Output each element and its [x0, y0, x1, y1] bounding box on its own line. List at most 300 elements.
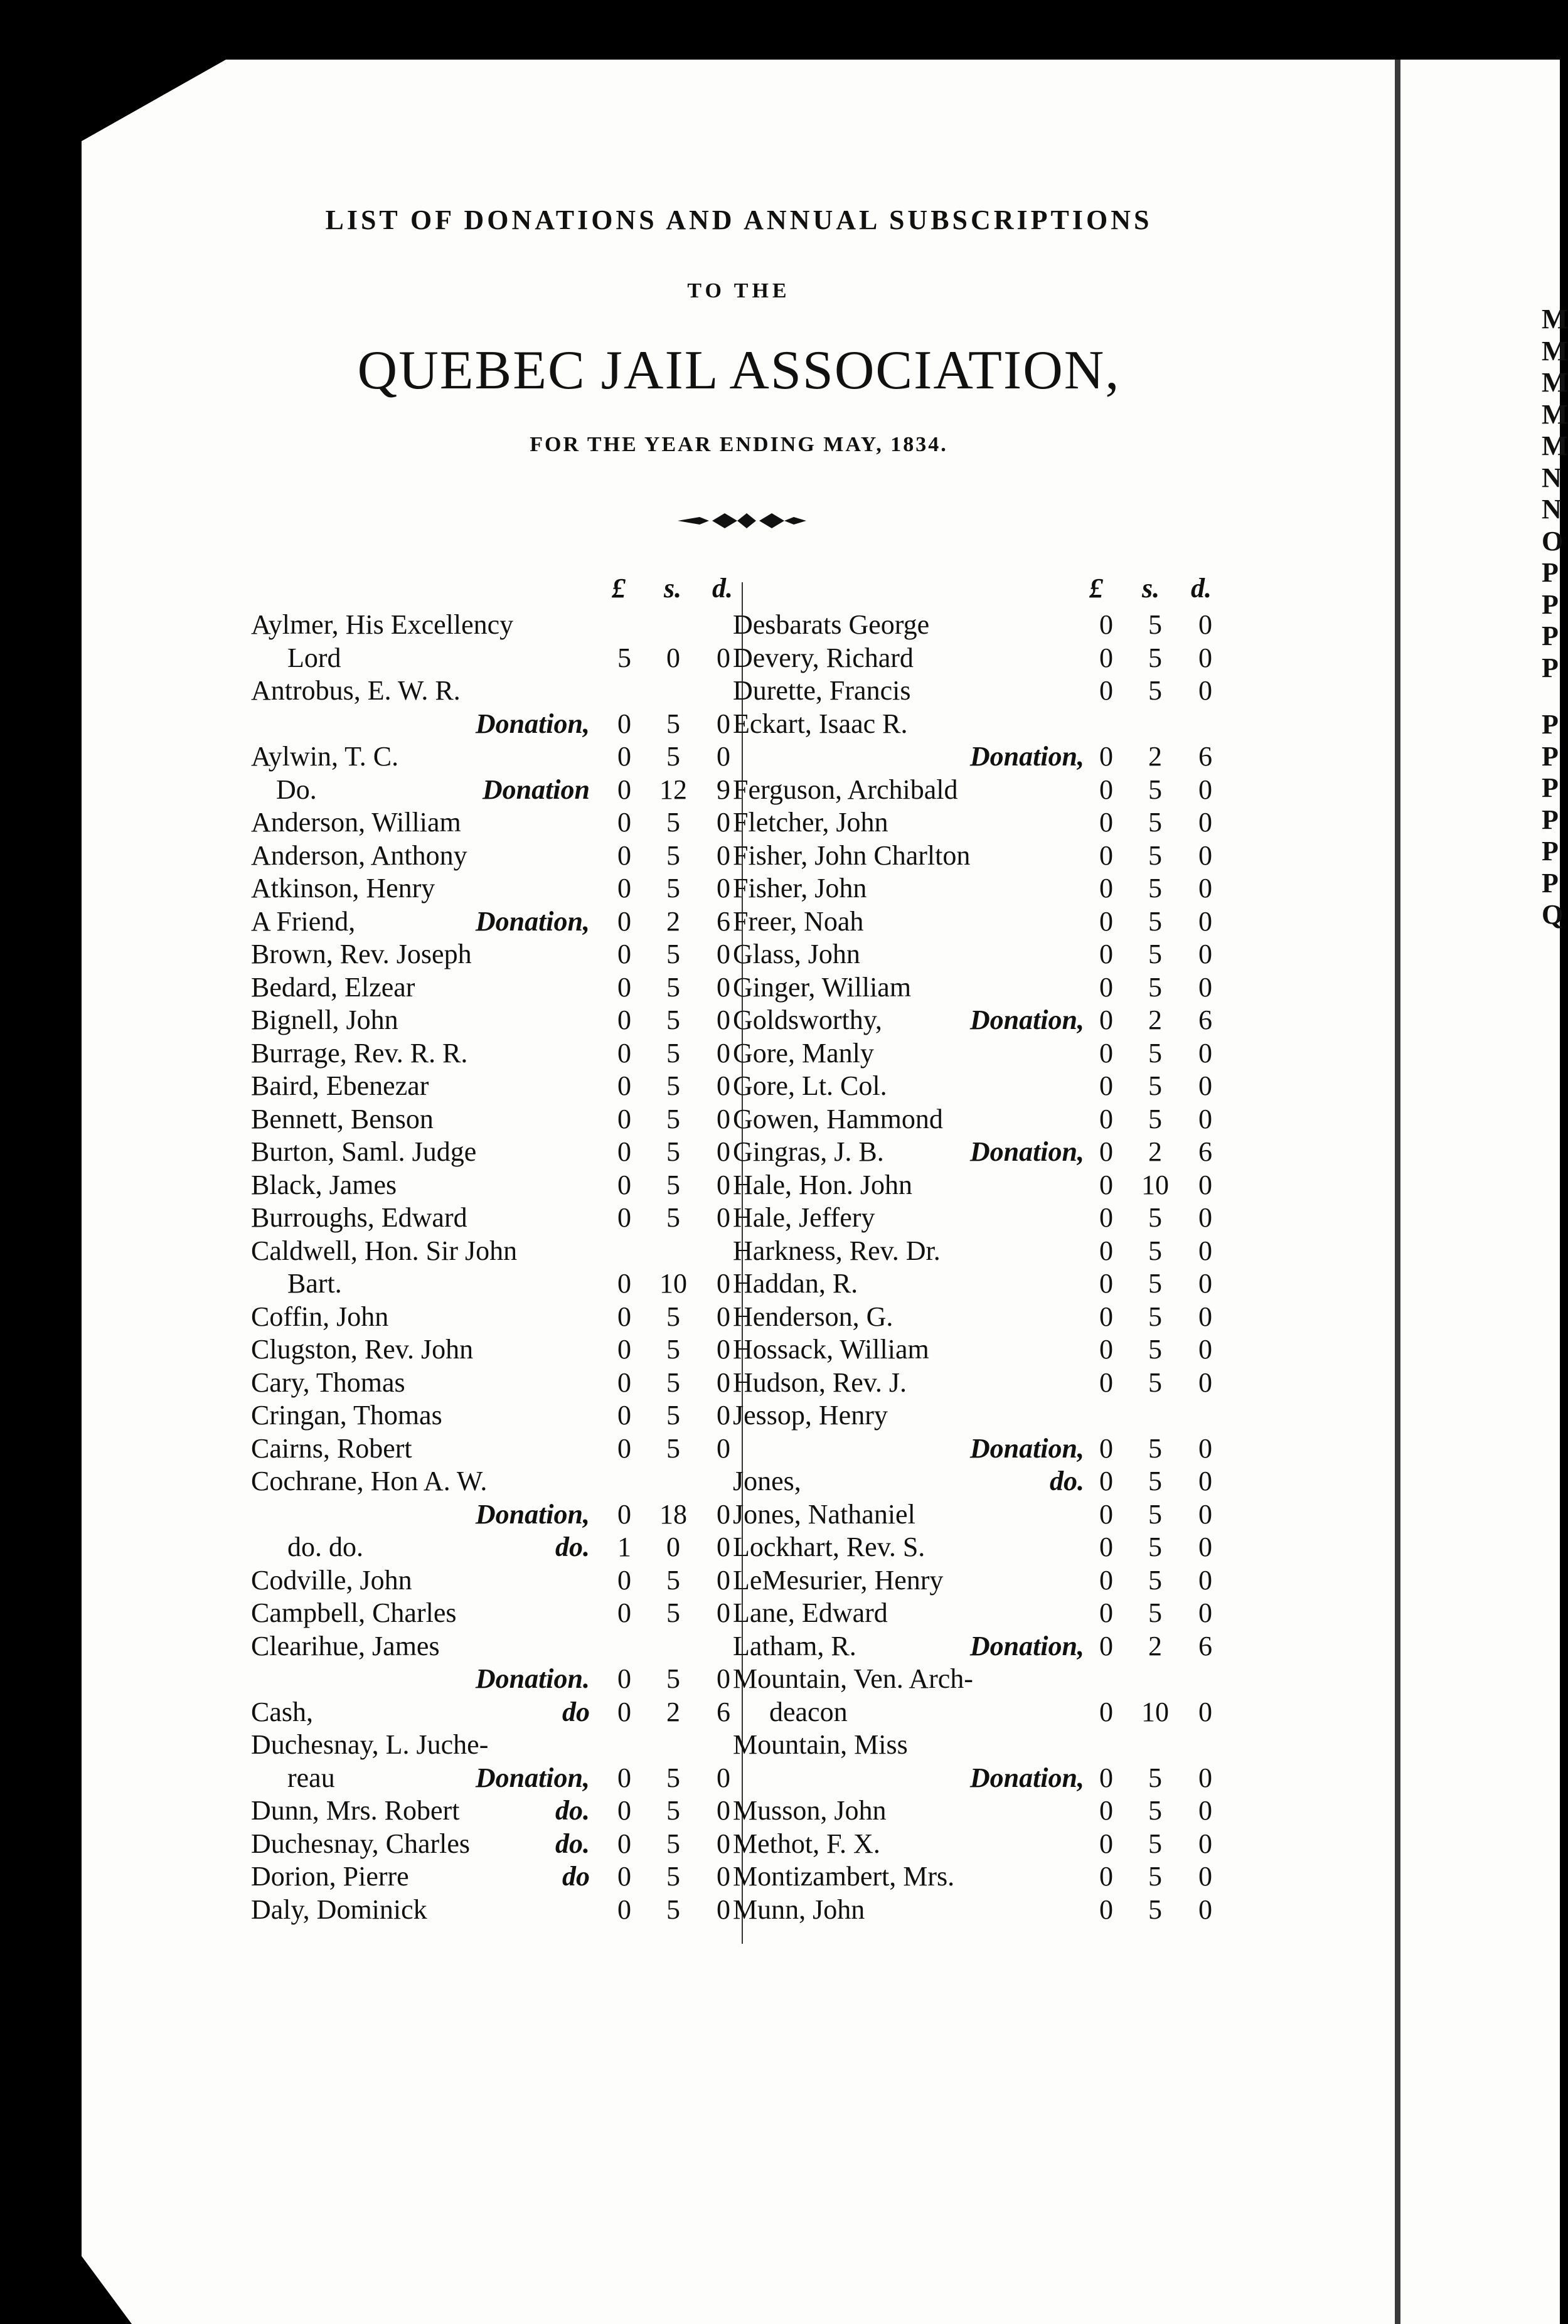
pence-value: 0 — [717, 971, 730, 1003]
pounds-value: 0 — [1099, 840, 1113, 871]
subscriber-row — [733, 642, 1235, 675]
shillings-value: 5 — [1148, 1532, 1162, 1562]
donation-note: do. — [555, 1532, 590, 1562]
donation-note: Donation, — [969, 1005, 1084, 1035]
pence-value: 0 — [1198, 1861, 1212, 1892]
shillings-value: 2 — [666, 905, 680, 937]
subscriber-row — [733, 1663, 1235, 1696]
subscriber-row — [733, 1729, 1235, 1762]
shillings-value: 5 — [666, 1301, 680, 1332]
subscriber-row — [251, 1169, 740, 1202]
subscriber-name: Donation. — [475, 1663, 590, 1694]
facing-page-letter: M — [1542, 335, 1568, 366]
shillings-value: 5 — [1148, 609, 1162, 640]
subscriber-name: Devery, Richard — [733, 642, 914, 673]
shillings-value: 2 — [666, 1696, 680, 1727]
shillings-value: 5 — [1148, 1762, 1162, 1793]
shillings-value: 5 — [666, 971, 680, 1003]
subscriber-name: Gowen, Hammond — [733, 1103, 943, 1134]
subscriber-row — [251, 1004, 740, 1037]
subscriber-name: Daly, Dominick — [251, 1894, 427, 1925]
subscriber-name: Freer, Noah — [733, 905, 864, 937]
pence-value: 0 — [717, 1597, 730, 1628]
pence-value: 0 — [1198, 1301, 1212, 1332]
subscriber-name: Ferguson, Archibald — [733, 774, 958, 805]
pounds-value: 0 — [617, 939, 631, 969]
shillings-value: 5 — [1148, 1795, 1162, 1826]
subscriber-name: Fisher, John Charlton — [733, 840, 971, 871]
subscriber-row — [733, 1465, 1235, 1498]
pence-value: 0 — [1198, 1070, 1212, 1101]
shillings-value: 5 — [1148, 1103, 1162, 1134]
pence-value: 6 — [1198, 1136, 1212, 1167]
subscriber-row — [251, 1367, 740, 1400]
pence-value: 0 — [1198, 1597, 1212, 1628]
shillings-value: 5 — [666, 1103, 680, 1134]
pounds-value: 0 — [1099, 971, 1113, 1003]
shillings-value: 5 — [1148, 1235, 1162, 1266]
pence-value: 0 — [717, 1169, 730, 1200]
pence-value: 0 — [717, 642, 730, 673]
subscriber-name: Codville, John — [251, 1564, 412, 1596]
subscriber-row — [733, 971, 1235, 1005]
pounds-value: 0 — [617, 873, 631, 903]
pence-value: 0 — [717, 1498, 730, 1530]
shillings-value: 0 — [666, 1532, 680, 1562]
shillings-value: 5 — [1148, 1202, 1162, 1233]
pounds-value: 0 — [617, 1795, 631, 1826]
subscriber-row — [251, 1465, 740, 1498]
facing-page-letter: P — [1542, 867, 1559, 898]
subscriber-name: Latham, R. — [733, 1630, 856, 1661]
subscriber-name: Gingras, J. B. — [733, 1136, 884, 1167]
pence-value: 0 — [1198, 873, 1212, 903]
shillings-value: 18 — [659, 1498, 687, 1530]
pence-value: 0 — [717, 741, 730, 772]
subscriber-row — [733, 1696, 1235, 1729]
subscriber-name: Atkinson, Henry — [251, 873, 435, 903]
subscriber-row — [251, 1235, 740, 1268]
shillings-value: 5 — [666, 1367, 680, 1398]
shillings-value: 5 — [1148, 873, 1162, 903]
pounds-value: 0 — [1099, 939, 1113, 969]
subscriber-row — [733, 1103, 1235, 1136]
subscriber-name: LeMesurier, Henry — [733, 1564, 944, 1596]
pence-value: 0 — [717, 1037, 730, 1069]
pence-value: 0 — [1198, 1466, 1212, 1496]
subscriber-name: Hudson, Rev. J. — [733, 1367, 907, 1398]
subscriber-row — [251, 1399, 740, 1432]
pence-value: 0 — [717, 1005, 730, 1035]
facing-page-letter: P — [1542, 772, 1559, 803]
pounds-value: 0 — [1099, 1795, 1113, 1826]
pounds-value: 0 — [1099, 741, 1113, 772]
shillings-value: 5 — [666, 741, 680, 772]
pence-value: 0 — [717, 708, 730, 739]
shillings-value: 5 — [666, 1136, 680, 1167]
pence-value: 0 — [717, 1762, 730, 1793]
subscriber-name: Jessop, Henry — [733, 1400, 888, 1431]
pounds-value: 0 — [617, 1762, 631, 1793]
subscriber-row — [251, 806, 740, 840]
donation-note: Donation, — [969, 1630, 1084, 1661]
subscriber-name: Burton, Saml. Judge — [251, 1136, 477, 1167]
subscriber-row — [251, 1432, 740, 1466]
pence-value: 0 — [717, 1564, 730, 1596]
shillings-value: 5 — [1148, 642, 1162, 673]
pence-value: 0 — [1198, 675, 1212, 706]
donation-note: do. — [1050, 1466, 1084, 1496]
subscriber-name: deacon — [769, 1696, 848, 1727]
to-the-line: TO THE — [687, 279, 791, 302]
facing-page-letter: P — [1542, 557, 1559, 588]
pence-value: 0 — [1198, 840, 1212, 871]
subscriber-row — [251, 872, 740, 905]
shillings-value: 5 — [1148, 971, 1162, 1003]
ornament-divider — [675, 508, 809, 533]
subscriber-row — [251, 905, 740, 939]
subscriber-name: Donation, — [475, 1498, 590, 1530]
subscriber-row — [733, 1136, 1235, 1169]
subscriber-row — [733, 1762, 1235, 1795]
pence-value: 0 — [717, 1103, 730, 1134]
pounds-value: 0 — [1099, 1235, 1113, 1266]
subscriber-name: Anderson, Anthony — [251, 840, 467, 871]
shillings-value: 10 — [1141, 1169, 1169, 1200]
subscriber-name: Donation, — [969, 741, 1084, 772]
subscriber-name: Bedard, Elzear — [251, 971, 415, 1003]
subscriber-row — [251, 971, 740, 1005]
pounds-value: 0 — [617, 774, 631, 805]
shillings-value: 5 — [666, 1828, 680, 1859]
shillings-value: 5 — [1148, 905, 1162, 937]
shillings-value: 5 — [1148, 1597, 1162, 1628]
subscriber-row — [251, 1828, 740, 1861]
shillings-value: 2 — [1148, 1136, 1162, 1167]
pounds-value: 0 — [617, 1136, 631, 1167]
left-column-header — [251, 570, 740, 609]
pounds-value: 0 — [1099, 1070, 1113, 1101]
pounds-value: 0 — [1099, 1762, 1113, 1793]
pence-value: 0 — [717, 1367, 730, 1398]
pence-value: 0 — [1198, 807, 1212, 838]
pence-value: 0 — [1198, 1762, 1212, 1793]
pounds-value: 0 — [1099, 1630, 1113, 1661]
pence-value: 6 — [1198, 741, 1212, 772]
subscriber-name: Bennett, Benson — [251, 1103, 434, 1134]
subscriber-row — [733, 1367, 1235, 1400]
subscriber-name: Duchesnay, L. Juche- — [251, 1729, 489, 1760]
pence-value: 0 — [1198, 1498, 1212, 1530]
pence-value: 6 — [717, 905, 730, 937]
right-subscription-column — [733, 570, 1235, 1926]
pence-value: 0 — [1198, 1235, 1212, 1266]
shillings-value: 5 — [666, 1795, 680, 1826]
subscriber-row — [733, 1860, 1235, 1894]
shillings-value: 5 — [1148, 1268, 1162, 1299]
subscriber-name: Goldsworthy, — [733, 1005, 882, 1035]
pence-value: 0 — [1198, 1894, 1212, 1925]
shillings-value: 10 — [1141, 1696, 1169, 1727]
shillings-value: 5 — [666, 1070, 680, 1101]
pence-value: 0 — [1198, 971, 1212, 1003]
subscriber-name: Montizambert, Mrs. — [733, 1861, 955, 1892]
facing-page-letter: P — [1542, 804, 1559, 835]
shillings-value: 5 — [1148, 1367, 1162, 1398]
shillings-value: 12 — [659, 774, 687, 805]
pence-value: 0 — [1198, 1432, 1212, 1464]
shillings-value: 5 — [666, 1202, 680, 1233]
pence-value: 0 — [1198, 1532, 1212, 1562]
subscriber-row — [733, 1070, 1235, 1103]
facing-page-letters — [1542, 304, 1567, 931]
subscriber-row — [733, 674, 1235, 708]
subscriber-name: Methot, F. X. — [733, 1828, 880, 1859]
subscriber-row — [251, 1564, 740, 1597]
shillings-value: 5 — [666, 1432, 680, 1464]
shillings-value: 2 — [1148, 1005, 1162, 1035]
pence-value: 0 — [717, 1334, 730, 1365]
pounds-value: 0 — [617, 1828, 631, 1859]
pounds-value: 0 — [617, 1432, 631, 1464]
subscriber-row — [733, 1432, 1235, 1466]
year-subtitle: FOR THE YEAR ENDING MAY, 1834. — [530, 433, 948, 456]
pounds-value: 0 — [1099, 1466, 1113, 1496]
shillings-value: 5 — [1148, 840, 1162, 871]
subscriber-row — [733, 1794, 1235, 1828]
pounds-value: 5 — [617, 642, 631, 673]
shillings-value: 5 — [666, 1762, 680, 1793]
subscriber-row — [251, 1696, 740, 1729]
subscriber-name: Hale, Jeffery — [733, 1202, 875, 1233]
pounds-value: 0 — [617, 1334, 631, 1365]
pound-heading: £ — [1089, 573, 1103, 604]
subscriber-row — [733, 740, 1235, 774]
pence-value: 0 — [717, 1268, 730, 1299]
subscriber-name: Dorion, Pierre — [251, 1861, 409, 1892]
pounds-value: 0 — [617, 1202, 631, 1233]
pounds-value: 0 — [617, 840, 631, 871]
pounds-value: 0 — [617, 905, 631, 937]
subscriber-row — [251, 1729, 740, 1762]
subscriber-name: Duchesnay, Charles — [251, 1828, 471, 1859]
pence-value: 0 — [717, 1828, 730, 1859]
facing-page-letter: N — [1542, 494, 1562, 525]
subscriber-row — [251, 1301, 740, 1334]
subscriber-name: Cary, Thomas — [251, 1367, 405, 1398]
pounds-value: 0 — [617, 971, 631, 1003]
subscriber-name: Lord — [287, 642, 341, 673]
donation-note: do — [562, 1861, 590, 1892]
facing-page-letter: Q — [1542, 899, 1564, 930]
subscriber-row — [251, 1630, 740, 1663]
shillings-value: 5 — [1148, 1894, 1162, 1925]
pounds-value: 0 — [1099, 1894, 1113, 1925]
pounds-value: 0 — [617, 1696, 631, 1727]
subscriber-name: Donation, — [475, 708, 590, 739]
shillings-value: 5 — [1148, 1466, 1162, 1496]
pence-value: 6 — [1198, 1630, 1212, 1661]
pounds-value: 1 — [617, 1532, 631, 1562]
pounds-value: 0 — [1099, 1202, 1113, 1233]
subscriber-name: Haddan, R. — [733, 1268, 858, 1299]
subscriber-name: Munn, John — [733, 1894, 865, 1925]
subscriber-row — [733, 1235, 1235, 1268]
subscriber-name: Lockhart, Rev. S. — [733, 1532, 925, 1562]
subscriber-name: Cash, — [251, 1696, 313, 1727]
subscriber-name: Cringan, Thomas — [251, 1400, 442, 1431]
shilling-heading: s. — [1142, 573, 1160, 604]
subscriber-row — [251, 1531, 740, 1564]
pounds-value: 0 — [1099, 1367, 1113, 1398]
pence-value: 0 — [1198, 1037, 1212, 1069]
subscriber-row — [251, 1860, 740, 1894]
subscriber-row — [251, 1794, 740, 1828]
pounds-value: 0 — [617, 1367, 631, 1398]
subscriber-row — [251, 708, 740, 741]
subscriber-name: Donation, — [969, 1432, 1084, 1464]
shillings-value: 5 — [666, 1334, 680, 1365]
pounds-value: 0 — [1099, 1268, 1113, 1299]
subscriber-row — [733, 1301, 1235, 1334]
pence-value: 0 — [717, 1861, 730, 1892]
subscriber-name: Coffin, John — [251, 1301, 389, 1332]
subscriber-name: Lane, Edward — [733, 1597, 888, 1628]
pounds-value: 0 — [1099, 774, 1113, 805]
subscriber-row — [251, 938, 740, 971]
shillings-value: 5 — [666, 840, 680, 871]
pounds-value: 0 — [1099, 609, 1113, 640]
shillings-value: 2 — [1148, 1630, 1162, 1661]
shillings-value: 5 — [1148, 1861, 1162, 1892]
subscriber-row — [733, 1531, 1235, 1564]
subscriber-name: Do. — [276, 774, 317, 805]
pence-value: 6 — [717, 1696, 730, 1727]
pounds-value: 0 — [1099, 873, 1113, 903]
subscriber-row — [733, 1630, 1235, 1663]
pence-value: 0 — [717, 1432, 730, 1464]
subscriber-row — [733, 708, 1235, 741]
shillings-value: 0 — [666, 642, 680, 673]
facing-page-letter: O — [1542, 525, 1564, 557]
subscriber-row — [733, 872, 1235, 905]
donation-note: Donation, — [475, 905, 590, 937]
pounds-value: 0 — [1099, 1103, 1113, 1134]
subscriber-name: Glass, John — [733, 939, 860, 969]
pounds-value: 0 — [1099, 1597, 1113, 1628]
shillings-value: 5 — [666, 708, 680, 739]
subscriber-row — [251, 1202, 740, 1235]
subscriber-row — [733, 806, 1235, 840]
shillings-value: 5 — [666, 1400, 680, 1431]
pence-value: 9 — [717, 774, 730, 805]
donation-note: Donation, — [475, 1762, 590, 1793]
pence-value: 0 — [1198, 1795, 1212, 1826]
pounds-value: 0 — [617, 1005, 631, 1035]
facing-page-letter: P — [1542, 589, 1559, 620]
shillings-value: 5 — [1148, 1498, 1162, 1530]
shillings-value: 10 — [659, 1268, 687, 1299]
subscriber-name: Bart. — [287, 1268, 342, 1299]
shillings-value: 5 — [666, 1037, 680, 1069]
subscriber-name: Durette, Francis — [733, 675, 911, 706]
subscriber-row — [733, 1828, 1235, 1861]
subscriber-name: Gore, Manly — [733, 1037, 874, 1069]
pence-value: 0 — [1198, 1169, 1212, 1200]
pounds-value: 0 — [1099, 1136, 1113, 1167]
subscriber-row — [733, 1399, 1235, 1432]
pence-value: 0 — [717, 939, 730, 969]
subscriber-name: Anderson, William — [251, 807, 461, 838]
pounds-value: 0 — [617, 1663, 631, 1694]
pence-value: 0 — [717, 1202, 730, 1233]
pence-value: 0 — [1198, 1334, 1212, 1365]
facing-page-letter: M — [1542, 304, 1568, 334]
pounds-value: 0 — [1099, 1037, 1113, 1069]
shillings-value: 5 — [1148, 1564, 1162, 1596]
subscriber-name: Black, James — [251, 1169, 397, 1200]
subscriber-row — [733, 1498, 1235, 1532]
subscriber-name: Burrage, Rev. R. R. — [251, 1037, 468, 1069]
pounds-value: 0 — [617, 1498, 631, 1530]
subscriber-row — [251, 1597, 740, 1630]
pounds-value: 0 — [617, 741, 631, 772]
list-heading: LIST OF DONATIONS AND ANNUAL SUBSCRIPTIONS — [325, 205, 1153, 235]
subscriber-row — [251, 1267, 740, 1301]
subscriber-row — [733, 905, 1235, 939]
shillings-value: 5 — [1148, 774, 1162, 805]
subscriber-row — [251, 674, 740, 708]
donation-note: Donation — [482, 774, 590, 805]
page-title: QUEBEC JAIL ASSOCIATION, — [357, 340, 1121, 401]
shillings-value: 5 — [1148, 1301, 1162, 1332]
subscriber-name: Cairns, Robert — [251, 1432, 412, 1464]
pounds-value: 0 — [1099, 1828, 1113, 1859]
shillings-value: 5 — [666, 1663, 680, 1694]
pence-value: 0 — [1198, 1696, 1212, 1727]
pence-value: 0 — [1198, 1202, 1212, 1233]
subscriber-row — [251, 840, 740, 873]
subscriber-name: Musson, John — [733, 1795, 887, 1826]
subscriber-row — [733, 1202, 1235, 1235]
pounds-value: 0 — [617, 1037, 631, 1069]
subscriber-row — [251, 1663, 740, 1696]
subscriber-row — [733, 840, 1235, 873]
subscriber-name: Harkness, Rev. Dr. — [733, 1235, 941, 1266]
subscriber-row — [251, 774, 740, 807]
subscriber-name: Eckart, Isaac R. — [733, 708, 908, 739]
subscriber-name: A Friend, — [251, 905, 356, 937]
pence-value: 0 — [1198, 905, 1212, 937]
pence-value: 0 — [1198, 774, 1212, 805]
shillings-value: 5 — [1148, 1828, 1162, 1859]
shillings-value: 5 — [666, 1005, 680, 1035]
pence-value: 0 — [717, 1894, 730, 1925]
subscriber-row — [251, 1037, 740, 1070]
subscriber-name: Antrobus, E. W. R. — [251, 675, 461, 706]
pounds-value: 0 — [1099, 807, 1113, 838]
shillings-value: 5 — [666, 873, 680, 903]
pounds-value: 0 — [1099, 1301, 1113, 1332]
pounds-value: 0 — [1099, 1005, 1113, 1035]
pounds-value: 0 — [617, 1894, 631, 1925]
shillings-value: 5 — [1148, 939, 1162, 969]
pounds-value: 0 — [617, 1861, 631, 1892]
subscriber-row — [733, 938, 1235, 971]
pounds-value: 0 — [1099, 642, 1113, 673]
subscriber-name: Fisher, John — [733, 873, 867, 903]
shillings-value: 5 — [1148, 1037, 1162, 1069]
